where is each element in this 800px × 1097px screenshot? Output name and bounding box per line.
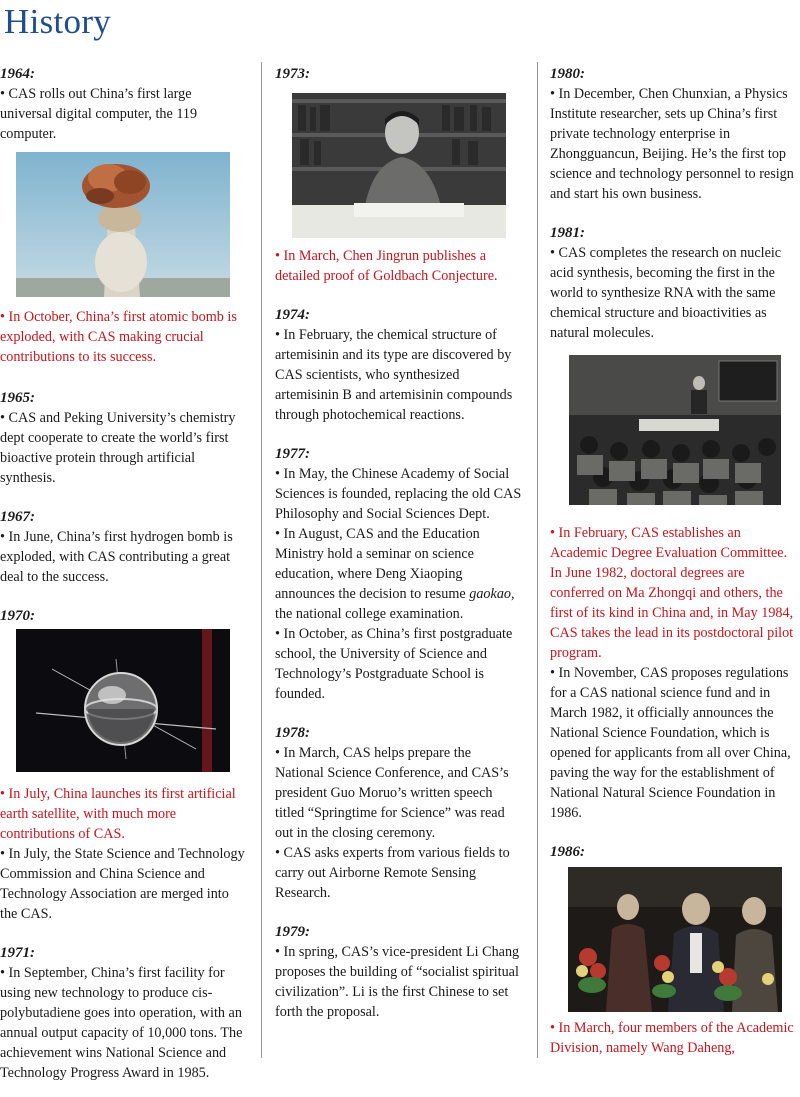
timeline-entry-1986 — [550, 843, 799, 1058]
timeline-item: • In February, the chemical structure of artemisinin and its type are discovered by CAS scientists, who synthesized artemisinin B and artemisinin compounds through photochemical reactions. — [275, 327, 513, 423]
column-divider — [537, 62, 538, 1058]
year-label: 1967: — [0, 509, 35, 525]
year-label: 1977: — [275, 446, 310, 462]
year-label: 1973: — [275, 66, 310, 82]
academicians-photo — [568, 867, 782, 1012]
year-label: 1965: — [0, 390, 35, 406]
year-label: 1964: — [0, 66, 35, 82]
year-label: 1980: — [550, 66, 585, 82]
timeline-item: • CAS completes the research on nucleic acid synthesis, becoming the first in the world to synthesize RNA with the same chemical structure and bioactivities as natural molecules. — [550, 245, 782, 341]
scholar-reading-photo — [292, 93, 506, 238]
timeline-item: • CAS asks experts from various fields to carry out Airborne Remote Sensing Research. — [275, 845, 510, 901]
timeline-item: • CAS rolls out China’s first large universal digital computer, the 119 computer. — [0, 86, 198, 142]
timeline-item: • In December, Chen Chunxian, a Physics Institute researcher, sets up China’s first private technology enterprise in Zhongguancun, Beijing. He’s the first top science and technology personnel to resign and start his own business. — [550, 86, 794, 202]
timeline-entry-1970 — [0, 607, 246, 924]
timeline-column-2 — [275, 65, 523, 1036]
timeline-item: • In February, CAS establishes an Academic Degree Evaluation Committee. In June 1982, doctoral degrees are conferred on Ma Zhongqi and others, the first of its kind in China and, in May 1984, CAS takes the lead in its postdoctoral pilot program. — [550, 525, 794, 661]
timeline-item: • In March, four members of the Academic Division, namely Wang Daheng, — [550, 1020, 794, 1056]
year-label: 1974: — [275, 307, 310, 323]
timeline-item: • In July, China launches its first artificial earth satellite, with much more contributions of CAS. — [0, 786, 236, 842]
year-label: 1970: — [0, 608, 35, 624]
page-title: History — [4, 2, 112, 41]
satellite-photo — [16, 629, 230, 772]
year-label: 1978: — [275, 725, 310, 741]
timeline-entry-1981 — [550, 224, 799, 823]
timeline-item: • In October, China’s first atomic bomb is exploded, with CAS making crucial contributions to its success. — [0, 309, 237, 365]
timeline-entry-1965 — [0, 389, 246, 488]
timeline-item: • In September, China’s first facility for using new technology to produce cis-polybutadiene goes into operation, with an annual output capacity of 10,000 tons. The achievement wins National Science and Technology Progress Award in 1985. — [0, 965, 243, 1081]
timeline-entry-1977 — [275, 445, 523, 704]
year-label: 1979: — [275, 924, 310, 940]
timeline-item: • In March, CAS helps prepare the National Science Conference, and CAS’s president Guo Moruo’s written speech titled “Springtime for Science” was read out in the closing ceremony. — [275, 745, 509, 841]
timeline-entry-1980 — [550, 65, 799, 204]
timeline-item: • In November, CAS proposes regulations for a CAS national science fund and in March 1982, it officially announces the National Science Foundation, which is opened for applicants from all over China, paving the way for the establishment of National Natural Science Foundation in 1986. — [550, 665, 791, 821]
timeline-item: • In July, the State Science and Technology Commission and China Science and Technology Association are merged into the CAS. — [0, 846, 245, 922]
timeline-item: • In March, Chen Jingrun publishes a detailed proof of Goldbach Conjecture. — [275, 248, 498, 284]
column-divider — [261, 62, 262, 1058]
timeline-column-3 — [550, 65, 799, 1072]
timeline-entry-1978 — [275, 724, 523, 903]
timeline-entry-1973 — [275, 65, 523, 286]
timeline-entry-1967 — [0, 508, 246, 587]
timeline-item: • In spring, CAS’s vice-president Li Chang proposes the building of “socialist spiritual civilization”. Li is the first Chinese to set forth the proposal. — [275, 944, 520, 1020]
mushroom-cloud-photo — [16, 152, 230, 297]
lecture-hall-photo — [569, 355, 781, 505]
timeline-entry-1971 — [0, 944, 246, 1083]
year-label: 1981: — [550, 225, 585, 241]
timeline-entry-1979 — [275, 923, 523, 1022]
timeline-item: • In October, as China’s first postgraduate school, the University of Science and Technology’s Postgraduate School is founded. — [275, 626, 513, 702]
timeline-item: • In August, CAS and the Education Ministry hold a seminar on science education, where Deng Xiaoping announces the decision to resume gaokao, the national college examination. — [275, 526, 515, 622]
timeline-entry-1974 — [275, 306, 523, 425]
year-label: 1986: — [550, 844, 585, 860]
timeline-item: • In June, China’s first hydrogen bomb is exploded, with CAS contributing a great deal to the success. — [0, 529, 233, 585]
timeline-item: • In May, the Chinese Academy of Social Sciences is founded, replacing the old CAS Philosophy and Social Sciences Dept. — [275, 466, 522, 522]
year-label: 1971: — [0, 945, 35, 961]
timeline-entry-1964 — [0, 65, 246, 367]
timeline-item: • CAS and Peking University’s chemistry dept cooperate to create the world’s first bioactive protein through artificial synthesis. — [0, 410, 236, 486]
timeline-column-1 — [0, 65, 246, 1097]
